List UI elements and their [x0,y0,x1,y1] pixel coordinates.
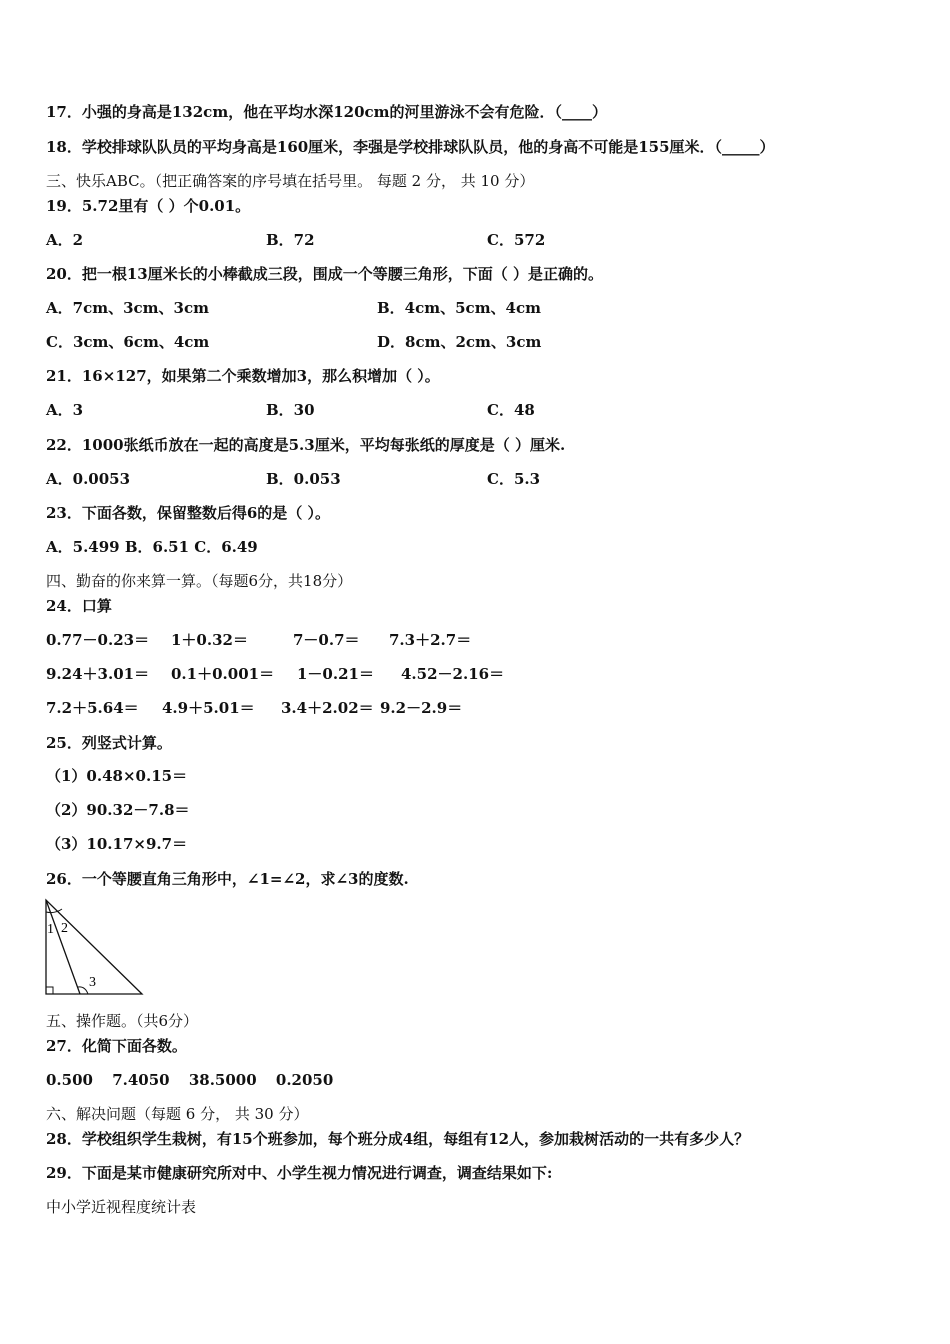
angle-label-1: 1 [47,922,54,937]
q20-stem: 20．把一根13厘米长的小棒截成三段，围成一个等腰三角形，下面（ ）是正确的。 [46,265,603,283]
section6-heading: 六、解决问题（每题 6 分， 共 30 分） [46,1105,309,1123]
q21-option-b: B．30 [266,401,315,419]
q24-item: 4.52－2.16＝ [401,665,505,683]
q19-option-c: C．572 [487,231,546,249]
q19-stem: 19．5.72里有（ ）个0.01。 [46,197,251,215]
q24-item: 0.77－0.23＝ [46,631,150,649]
q24-item: 7.3＋2.7＝ [389,631,472,649]
q20-option-c: C．3cm、6cm、4cm [46,333,210,351]
q19-option-b: B．72 [266,231,315,249]
right-angle-mark [46,987,53,994]
q27-numbers: 0.500 7.4050 38.5000 0.2050 [46,1071,334,1089]
q22-option-a: A．0.0053 [46,470,131,488]
q24-item: 0.1＋0.001＝ [171,665,275,683]
q25-stem: 25．列竖式计算。 [46,734,172,752]
q27-stem: 27．化简下面各数。 [46,1037,187,1055]
q23-stem: 23．下面各数，保留整数后得6的是（ ）。 [46,504,331,522]
q24-item: 7－0.7＝ [293,631,360,649]
section5-heading: 五、操作题。（共6分） [46,1012,199,1030]
q17: 17．小强的身高是132cm，他在平均水深120cm的河里游泳不会有危险．（____） [46,103,608,121]
q24-stem: 24．口算 [46,597,112,615]
q19-option-a: A．2 [46,231,84,249]
q18: 18．学校排球队队员的平均身高是160厘米，李强是学校排球队队员，他的身高不可能是155厘米．（_____） [46,138,775,156]
q22-stem: 22．1000张纸币放在一起的高度是5.3厘米，平均每张纸的厚度是（ ）厘米. [46,436,566,454]
q21-stem: 21．16×127，如果第二个乘数增加3，那么积增加（ ）。 [46,367,440,385]
q22-option-b: B．0.053 [266,470,341,488]
q28: 28．学校组织学生栽树，有15个班参加，每个班分成4组，每组有12人，参加栽树活动的一共有多少人？ [46,1130,750,1148]
q24-item: 9.24＋3.01＝ [46,665,150,683]
q25-item-1: （1）0.48×0.15＝ [46,767,188,785]
q24-item: 4.9＋5.01＝ [162,699,255,717]
q26-stem: 26．一个等腰直角三角形中，∠1=∠2，求∠3的度数. [46,870,409,888]
angle-label-2: 2 [61,921,68,936]
q24-item: 3.4＋2.02＝ [281,699,374,717]
q20-option-a: A．7cm、3cm、3cm [46,299,209,317]
section4-heading: 四、勤奋的你来算一算。（每题6分，共18分） [46,572,353,590]
q29: 29．下面是某市健康研究所对中、小学生视力情况进行调查，调查结果如下: [46,1164,553,1182]
bisector-line [46,900,80,994]
q24-item: 7.2＋5.64＝ [46,699,139,717]
table-title: 中小学近视程度统计表 [46,1198,197,1216]
angle-label-3: 3 [89,975,96,990]
q20-option-b: B．4cm、5cm、4cm [377,299,542,317]
q25-item-2: （2）90.32－7.8＝ [46,801,190,819]
q20-option-d: D．8cm、2cm、3cm [377,333,542,351]
q24-item: 1－0.21＝ [297,665,374,683]
q25-item-3: （3）10.17×9.7＝ [46,835,188,853]
q22-option-c: C．5.3 [487,470,541,488]
q21-option-a: A．3 [46,401,84,419]
angle-arc-top [46,909,62,913]
q23-options: A．5.499 B．6.51 C．6.49 [46,538,258,556]
triangle-figure [44,898,148,998]
section3-heading: 三、快乐ABC。（把正确答案的序号填在括号里。 每题 2 分， 共 10 分） [46,172,535,190]
q24-item: 1＋0.32＝ [171,631,248,649]
q21-option-c: C．48 [487,401,535,419]
q24-item: 9.2－2.9＝ [380,699,463,717]
